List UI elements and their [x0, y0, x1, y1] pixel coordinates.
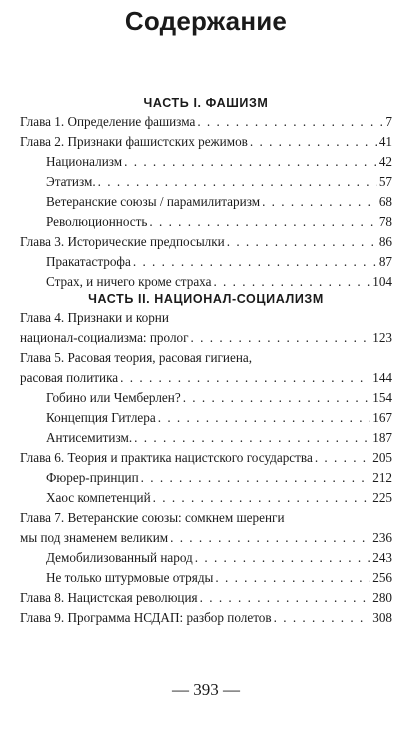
dot-leader: [149, 212, 376, 232]
toc-subsection-entry: [20, 428, 392, 448]
dot-leader: [124, 152, 377, 172]
toc-entry-title-line: Глава 4. Признаки и корни: [20, 310, 169, 325]
dot-leader: [315, 448, 370, 468]
toc-entry-label: Фюрер-принцип: [46, 470, 139, 485]
dot-leader: [170, 528, 370, 548]
toc-entry-label: расовая политика: [20, 370, 119, 385]
toc-subsection-entry: [20, 212, 392, 232]
toc-entry-page: 123: [372, 330, 392, 345]
toc-chapter-entry: [20, 588, 392, 608]
toc-chapter-entry: [20, 112, 392, 132]
toc-entry-page: 86: [378, 234, 392, 249]
part-1-heading: ЧАСТЬ I. ФАШИЗМ: [143, 96, 269, 110]
toc-entry-page: 154: [372, 390, 392, 405]
dot-leader: [197, 112, 383, 132]
page-title: Содержание: [124, 6, 288, 36]
toc-entry-page: 256: [372, 570, 392, 585]
toc-chapter-entry: [20, 368, 392, 388]
toc-subsection-entry: [20, 252, 392, 272]
toc-entry-page: 41: [378, 134, 392, 149]
dot-leader: [183, 388, 371, 408]
dot-leader: [213, 272, 370, 292]
toc-entry-page: 225: [372, 490, 392, 505]
toc-entry-page: 187: [372, 430, 392, 445]
dot-leader: [195, 548, 370, 568]
toc-entry-label: Хаос компетенций: [46, 490, 151, 505]
toc-entry-label: мы под знаменем великим: [20, 530, 169, 545]
toc-entry-label: Страх, и ничего кроме страха: [46, 274, 212, 289]
dot-leader: [120, 368, 370, 388]
toc-chapter-entry: [20, 528, 392, 548]
toc-chapter-entry: [20, 448, 392, 468]
toc-entry-page: 57: [378, 174, 392, 189]
toc-entry-label: Концепция Гитлера: [46, 410, 156, 425]
page-number: — 393 —: [172, 680, 240, 699]
toc-entry-label: Революционность: [46, 214, 148, 229]
toc-entry-page: 68: [378, 194, 392, 209]
toc-entry-page: 236: [372, 530, 392, 545]
toc-entry-page: 308: [372, 610, 392, 625]
toc-subsection-entry: [20, 408, 392, 428]
toc-subsection-entry: [20, 388, 392, 408]
toc-entry-label: Антисемитизм.: [46, 430, 133, 445]
dot-leader: [250, 132, 377, 152]
toc-entry-page: 87: [378, 254, 392, 269]
dot-leader: [227, 232, 377, 252]
toc-entry-label: Глава 2. Признаки фашистских режимов: [20, 134, 248, 149]
dot-leader: [141, 468, 371, 488]
toc-subsection-entry: [20, 548, 392, 568]
toc-entry-page: 7: [385, 114, 392, 129]
dot-leader: [133, 252, 377, 272]
toc-entry-page: 42: [378, 154, 392, 169]
toc-entry-label: Глава 9. Программа НСДАП: разбор полетов: [20, 610, 272, 625]
toc-chapter-entry: [20, 132, 392, 152]
toc-part-2: [20, 308, 392, 628]
toc-entry-title-line: Глава 7. Ветеранские союзы: сомкнем шеренги: [20, 510, 285, 525]
toc-subsection-entry: [20, 488, 392, 508]
toc-entry-page: 243: [372, 550, 392, 565]
toc-entry-page: 205: [372, 450, 392, 465]
dot-leader: [215, 568, 370, 588]
dot-leader: [153, 488, 371, 508]
dot-leader: [191, 328, 371, 348]
dot-leader: [98, 172, 377, 192]
dot-leader: [274, 608, 371, 628]
toc-subsection-entry: [20, 152, 392, 172]
toc-entry-label: Пракатастрофа: [46, 254, 131, 269]
toc-entry-title-line: Глава 5. Расовая теория, расовая гигиена,: [20, 350, 253, 365]
toc-entry-page: 78: [378, 214, 392, 229]
toc-entry-page: 212: [372, 470, 392, 485]
dot-leader: [134, 428, 370, 448]
toc-chapter-entry: [20, 328, 392, 348]
toc-subsection-entry: [20, 192, 392, 212]
dot-leader: [262, 192, 377, 212]
toc-entry-label: Глава 8. Нацистская революция: [20, 590, 198, 605]
toc-entry-page: 280: [372, 590, 392, 605]
dot-leader: [158, 408, 370, 428]
dot-leader: [200, 588, 371, 608]
toc-entry-label: Гобино или Чемберлен?: [46, 390, 181, 405]
toc-subsection-entry: [20, 272, 392, 292]
toc-subsection-entry: [20, 172, 392, 192]
toc-entry-label: Ветеранские союзы / парамилитаризм: [46, 194, 261, 209]
toc-entry-label: Не только штурмовые отряды: [46, 570, 214, 585]
toc-chapter-entry: [20, 232, 392, 252]
toc-entry-label: Глава 6. Теория и практика нацистского государства: [20, 450, 313, 465]
toc-entry-page: 167: [372, 410, 392, 425]
toc-entry-label: Глава 3. Исторические предпосылки: [20, 234, 225, 249]
toc-chapter-entry: [20, 608, 392, 628]
toc-entry-page: 104: [372, 274, 392, 289]
toc-subsection-entry: [20, 568, 392, 588]
toc-part-1: [20, 112, 392, 292]
toc-entry-label: Этатизм.: [46, 174, 96, 189]
toc-entry-label: Демобилизованный народ: [46, 550, 193, 565]
toc-subsection-entry: [20, 468, 392, 488]
toc-entry-label: Глава 1. Определение фашизма: [20, 114, 196, 129]
toc-entry-label: национал-социализма: пролог: [20, 330, 189, 345]
part-2-heading: ЧАСТЬ II. НАЦИОНАЛ-СОЦИАЛИЗМ: [88, 292, 324, 306]
toc-entry-label: Национализм: [46, 154, 123, 169]
toc-entry-page: 144: [372, 370, 392, 385]
